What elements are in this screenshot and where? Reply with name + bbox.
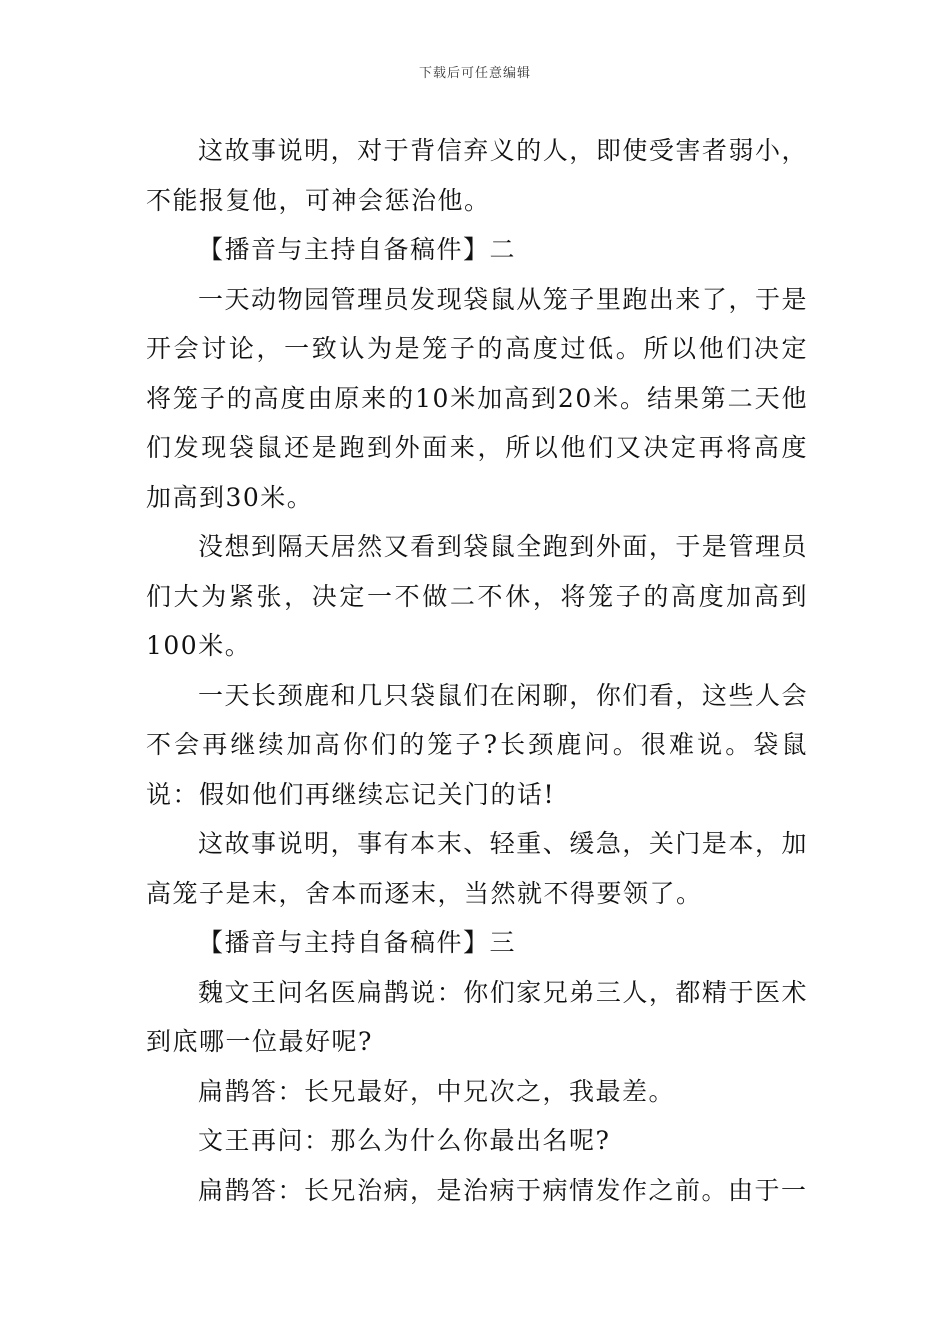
paragraph: 魏文王问名医扁鹊说：你们家兄弟三人，都精于医术到底哪一位最好呢? [146, 977, 808, 1056]
paragraph: 没想到隔天居然又看到袋鼠全跑到外面，于是管理员们大为紧张，决定一不做二不休，将笼子的高度加高到100米。 [146, 532, 808, 660]
paragraph: 扁鹊答：长兄治病，是治病于病情发作之前。由于一 [198, 1175, 808, 1205]
section-heading: 【播音与主持自备稿件】二 [198, 235, 517, 264]
paragraph: 这故事说明，对于背信弃义的人，即使受害者弱小，不能报复他，可神会惩治他。 [146, 136, 808, 215]
paragraph: 一天长颈鹿和几只袋鼠们在闲聊，你们看，这些人会不会再继续加高你们的笼子?长颈鹿问。很难说。袋鼠说：假如他们再继续忘记关门的话! [146, 680, 808, 809]
document-body [146, 126, 808, 1215]
paragraph: 文王再问：那么为什么你最出名呢? [198, 1126, 611, 1155]
paragraph: 一天动物园管理员发现袋鼠从笼子里跑出来了，于是开会讨论，一致认为是笼子的高度过低。所以他们决定将笼子的高度由原来的10米加高到20米。结果第二天他们发现袋鼠还是跑到外面来，所以他们又决定再将高度加高到30米。 [146, 284, 808, 512]
page-header: 下载后可任意编辑 [418, 66, 531, 81]
section-heading: 【播音与主持自备稿件】三 [198, 928, 517, 957]
paragraph: 这故事说明，事有本末、轻重、缓急，关门是本，加高笼子是末，舍本而逐末，当然就不得要领了。 [146, 829, 808, 908]
paragraph: 扁鹊答：长兄最好，中兄次之，我最差。 [198, 1076, 676, 1106]
